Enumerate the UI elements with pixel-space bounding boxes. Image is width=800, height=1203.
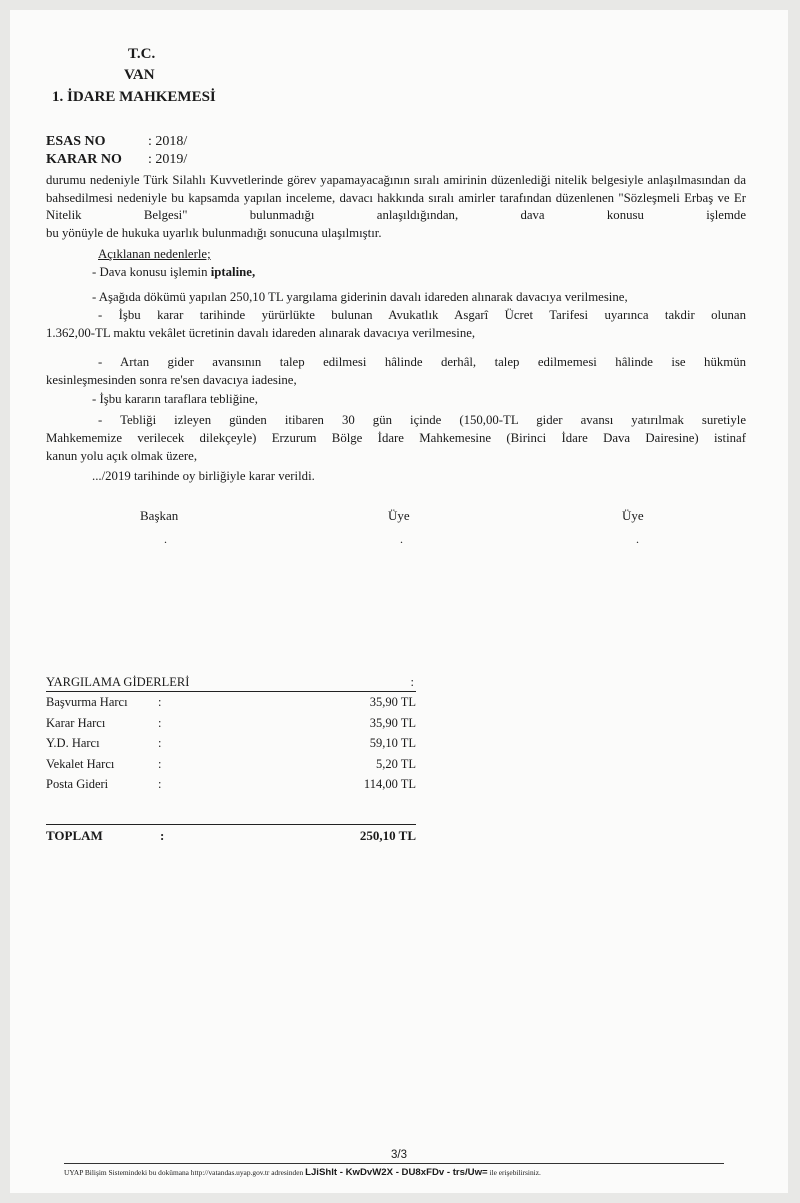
signature-dot-3: . [636,532,639,546]
decision-item-appeal-last: kanun yolu açık olmak üzere, [46,449,198,463]
cost-row [46,754,416,775]
cost-amount: 5,20 TL [375,756,416,771]
esas-no-label: ESAS NO [46,134,106,149]
item-prefix: - Dava konusu işlemin [92,265,211,279]
item-bold: iptaline, [210,265,256,279]
cost-name: Posta Gideri [46,777,109,791]
decision-item-attorney-fee: - İşbu karar tarihinde yürürlükte bulunan Avukatlık Asgarî Ücret Tarifesi uyarınca takdir olunan [98,308,746,322]
cost-rows [46,692,416,795]
verification-code: LJiShlt - KwDvW2X - DU8xFDv - trs/Uw= [305,1167,488,1178]
footer-text-prefix: UYAP Bilişim Sistemindeki bu dokümana http://vatandas.uyap.gov.tr adresinden [64,1168,304,1177]
total-colon: : [160,827,165,843]
cost-colon: : [158,715,162,730]
cost-name: Y.D. Harcı [46,736,100,750]
footer-text-suffix: ile erişebilirsiniz. [489,1168,541,1177]
total-label: TOPLAM [46,827,103,843]
page-number: 3/3 [391,1149,407,1161]
court-name: 1. İDARE MAHKEMESİ [52,89,216,105]
signature-dot-2: . [400,532,403,546]
decision-item-notification: - İşbu kararın taraflara tebliğine, [92,392,258,406]
signature-president: Başkan [140,508,179,523]
cost-row [46,692,416,713]
cost-name: Karar Harcı [46,715,106,730]
decision-item-appeal: - Tebliği izleyen günden itibaren 30 gün içinde (150,00-TL gider avansı yatırılmak suretiyle [98,413,746,427]
signature-member-1: Üye [388,508,410,523]
costs-title-colon: : [410,675,414,689]
karar-no-label: KARAR NO [46,152,122,167]
footer-note [64,1167,541,1178]
reasons-heading: Açıklanan nedenlerle; [98,247,211,261]
total-amount: 250,10 TL [359,827,416,843]
body-paragraph-last: bu yönüyle de hukuka uyarlık bulunmadığı sonucuna ulaşılmıştır. [46,226,382,240]
esas-no-value: : 2018/ [148,134,188,149]
cost-colon: : [158,695,162,709]
decision-item-annulment [92,265,255,280]
cost-name: Vekalet Harcı [46,756,115,771]
costs-title-row [46,673,416,692]
header-tc: T.C. [128,46,156,62]
cost-colon: : [158,777,162,791]
costs-table [46,673,416,847]
cost-amount: 59,10 TL [369,736,416,750]
cost-colon: : [158,736,162,750]
signature-dot-1: . [164,532,167,546]
decision-item-attorney-fee-cont: 1.362,00-TL maktu vekâlet ücretinin davalı idareden alınarak davacıya verilmesine, [46,326,476,340]
decision-item-advance-refund-cont: kesinleşmesinden sonra re'sen davacıya iadesine, [46,373,297,387]
header-city: VAN [124,67,155,83]
decision-item-advance-refund: - Artan gider avansının talep edilmesi hâlinde derhâl, talep edilmemesi hâlinde ise hükmün [98,355,746,369]
decision-date-line: .../2019 tarihinde oy birliğiyle karar verildi. [92,469,315,483]
karar-no-value: : 2019/ [148,152,188,167]
cost-name: Başvurma Harcı [46,695,128,709]
document-page [10,10,788,1193]
cost-amount: 35,90 TL [369,715,416,730]
decision-item-costs: - Aşağıda dökümü yapılan 250,10 TL yargılama giderinin davalı idareden alınarak davacıya verilmesine, [92,290,628,304]
costs-total-row [46,824,416,847]
body-paragraph: durumu nedeniyle Türk Silahlı Kuvvetlerinde görev yapamayacağının sıralı amirinin düzenlediği nitelik belgesiyle anlaşılmasından da bahsedilmesi nedeniyle bu kapsamda yapılan inceleme, davacı hakkında sıralı amirler tarafından düzenlenen "Sözleşmeli Erbaş ve Er Nitelik Belgesi" bulunmadığı anlaşıldığından, dava konusu işlemde [46,173,746,222]
cost-amount: 35,90 TL [369,695,416,709]
signature-member-2: Üye [622,508,644,523]
decision-item-appeal-cont: Mahkememize verilecek dilekçeyle) Erzurum Bölge İdare Mahkemesine (Birinci İdare Dava Dairesine) istinaf [46,431,746,445]
cost-row [46,774,416,795]
costs-title: YARGILAMA GİDERLERİ [46,675,190,689]
cost-colon: : [158,756,162,771]
cost-row [46,713,416,734]
cost-row [46,733,416,754]
cost-amount: 114,00 TL [363,777,416,791]
footer-divider [64,1163,724,1164]
